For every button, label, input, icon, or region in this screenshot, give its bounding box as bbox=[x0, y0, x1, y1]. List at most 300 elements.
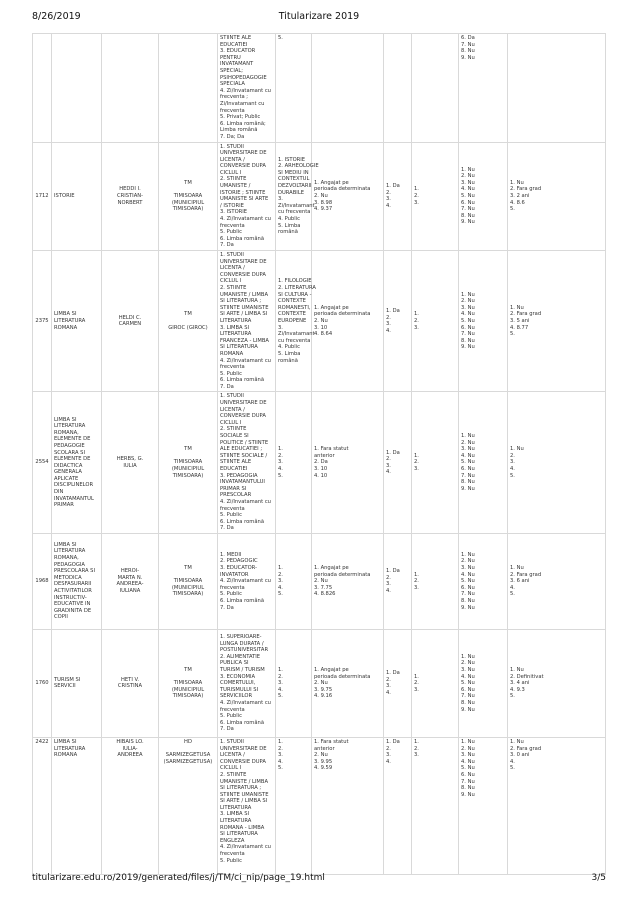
cell-line: 7. Nu bbox=[461, 778, 475, 785]
cell-line: 2. STIINTE bbox=[220, 176, 247, 183]
degree-cell-lines bbox=[386, 450, 409, 476]
cell-line: PRESCOLAR bbox=[220, 492, 252, 499]
cell-line: GIROC (GIROC) bbox=[168, 324, 208, 331]
cell-line: ISTORIE ; STIINTE bbox=[220, 189, 266, 196]
specialization-cell-lines bbox=[278, 667, 309, 700]
cell-line: HELDI C. bbox=[118, 314, 142, 321]
cell-line: 7. Da bbox=[220, 525, 234, 532]
cell-line: 1. STUDII bbox=[220, 738, 244, 745]
cell-line: 6. Limba română bbox=[220, 235, 264, 242]
cell-line: 3. LIMBA SI bbox=[220, 811, 250, 818]
cell-line: 4. bbox=[386, 202, 391, 209]
grade-cell-lines bbox=[414, 674, 456, 694]
cell-line: 3. bbox=[278, 680, 283, 687]
degree-cell bbox=[384, 629, 412, 737]
employment-cell-lines bbox=[314, 739, 381, 772]
table-row bbox=[33, 533, 606, 629]
cell-line: EUROPENE bbox=[278, 317, 307, 324]
cell-line: ROMANA bbox=[220, 350, 244, 357]
grade-cell bbox=[412, 34, 459, 143]
options-cell-lines bbox=[461, 654, 505, 713]
cell-line: 1. bbox=[414, 738, 419, 745]
cell-line: 2. STIINTE bbox=[220, 284, 247, 291]
cell-line: SPECIALA bbox=[220, 81, 245, 88]
cell-line: 4. Public bbox=[278, 344, 300, 351]
cell-line: 4. 10 bbox=[314, 472, 328, 479]
cell-line: 1. Nu bbox=[510, 738, 524, 745]
options-cell bbox=[459, 251, 508, 392]
cell-line: 1. Nu bbox=[510, 446, 524, 453]
cell-line: 1. Da bbox=[386, 568, 400, 575]
cell-line: 1. Fara statut bbox=[314, 446, 349, 453]
cell-line: SPECIAL; bbox=[220, 67, 244, 74]
extra-cell bbox=[508, 142, 606, 251]
cell-line: STIINTE UMANISTE bbox=[220, 791, 269, 798]
specialization-cell-lines bbox=[278, 278, 316, 364]
cell-line: ROMANA bbox=[54, 752, 78, 759]
cell-line: 1. Nu bbox=[510, 304, 524, 311]
cell-line: LIMBA SI bbox=[54, 311, 77, 318]
cell-line: LITERATURA bbox=[54, 548, 86, 555]
cell-line: 3. bbox=[386, 321, 391, 328]
candidate-name-cell bbox=[102, 629, 159, 737]
cell-line: 4. Zi/Invatamant cu bbox=[220, 844, 271, 851]
cell-line: 1. Da bbox=[386, 670, 400, 677]
location-cell bbox=[159, 251, 218, 392]
cell-line: 1. Angajat pe bbox=[314, 666, 349, 673]
cell-line: 7. Nu bbox=[461, 331, 475, 338]
table-row bbox=[33, 142, 606, 251]
cell-line: 4. bbox=[386, 469, 391, 476]
candidate-name-cell-lines bbox=[104, 186, 156, 206]
cell-line: 4. Zi/Invatamant cu bbox=[220, 699, 271, 706]
cell-line bbox=[161, 186, 215, 193]
cell-line: 1. Da bbox=[386, 308, 400, 315]
cell-line: TIMISOARA bbox=[173, 578, 203, 585]
cell-line: 5. Limba bbox=[278, 350, 301, 357]
extra-cell bbox=[508, 392, 606, 533]
cell-line: LIMBA SI bbox=[54, 738, 77, 745]
cell-line: 5. bbox=[278, 35, 283, 41]
candidate-name-cell bbox=[102, 142, 159, 251]
location-cell-lines bbox=[161, 311, 215, 331]
cell-line: ROMANA, bbox=[54, 555, 79, 562]
cell-line: 3. 10 bbox=[314, 324, 328, 331]
cell-line: SI LITERATURA ; bbox=[220, 785, 262, 792]
cell-line: 6. Limba română bbox=[220, 377, 264, 384]
cell-line: EDUCATIVE IN bbox=[54, 601, 91, 608]
studies-cell bbox=[218, 34, 276, 143]
cell-line: 2. ALIMENTATIE bbox=[220, 653, 261, 660]
grade-cell-lines bbox=[414, 739, 456, 759]
candidate-name-cell bbox=[102, 34, 159, 143]
subject-cell bbox=[52, 737, 102, 874]
cell-line: 2. STIINTE bbox=[220, 771, 247, 778]
cell-line: 3. Nu bbox=[461, 564, 475, 571]
cell-line: 6. Nu bbox=[461, 686, 475, 693]
cell-line: 2. Nu bbox=[314, 192, 328, 199]
cell-line: 2. Nu bbox=[461, 439, 475, 446]
cell-line: ANDREEA- bbox=[116, 581, 144, 588]
location-cell-lines bbox=[161, 739, 215, 765]
cell-line: PEDAGOGIA bbox=[54, 561, 85, 568]
candidate-name-cell-lines bbox=[104, 568, 156, 594]
options-cell-lines bbox=[461, 739, 505, 798]
options-cell bbox=[459, 392, 508, 533]
cell-line: 6. Nu bbox=[461, 466, 475, 472]
cell-line: 9. Nu bbox=[461, 54, 475, 61]
cell-line: perioada determinata bbox=[314, 311, 371, 318]
cell-line: DURABILE bbox=[278, 189, 304, 196]
cell-line: INVATAMANTUL bbox=[54, 495, 94, 502]
cell-line: 4. bbox=[386, 690, 391, 697]
cell-line: 5. Nu bbox=[461, 578, 475, 585]
cell-line: 1. bbox=[278, 738, 283, 745]
cell-line: INVATAMANTULUI bbox=[220, 479, 265, 486]
cell-line: 5. bbox=[278, 591, 283, 598]
cell-line: LITERATURA bbox=[54, 423, 86, 430]
cell-line: 5. Privat; Public bbox=[220, 114, 261, 121]
print-date: 8/26/2019 bbox=[32, 11, 81, 22]
cell-line: perioada determinata bbox=[314, 571, 371, 578]
cell-line: 2. Nu bbox=[461, 173, 475, 180]
options-cell bbox=[459, 34, 508, 143]
degree-cell bbox=[384, 251, 412, 392]
employment-cell bbox=[312, 629, 384, 737]
specialization-cell bbox=[276, 737, 312, 874]
cell-line: 2. Nu bbox=[314, 578, 328, 585]
cell-line: cu frecventa bbox=[278, 337, 311, 344]
employment-cell bbox=[312, 34, 384, 143]
cell-line: 2. Fara grad bbox=[510, 186, 542, 193]
employment-cell-lines bbox=[314, 446, 381, 479]
options-cell bbox=[459, 142, 508, 251]
cell-line: 2. bbox=[414, 192, 419, 199]
cell-line: 1. Nu bbox=[461, 433, 475, 440]
specialization-cell-lines bbox=[278, 446, 309, 479]
grade-cell bbox=[412, 737, 459, 874]
cell-line: TURISM / TURISM bbox=[220, 666, 265, 673]
cell-line: 2. bbox=[278, 673, 283, 680]
cell-line: 3. Nu bbox=[461, 446, 475, 453]
grade-cell bbox=[412, 251, 459, 392]
location-cell bbox=[159, 392, 218, 533]
cell-line: 1. Da bbox=[386, 183, 400, 190]
cell-line: 1. Angajat pe bbox=[314, 179, 349, 186]
cell-line: 5. bbox=[510, 331, 515, 338]
location-cell bbox=[159, 737, 218, 874]
cell-line: 3. 7.75 bbox=[314, 584, 333, 591]
row-id: 1760 bbox=[33, 629, 52, 737]
cell-line: SERVICII bbox=[54, 683, 76, 690]
cell-line: APLICATE bbox=[54, 475, 79, 482]
cell-line: 5. Nu bbox=[461, 192, 475, 199]
cell-line: / ISTORIE bbox=[220, 202, 244, 209]
cell-line: CARMEN bbox=[118, 321, 142, 328]
cell-line: 1. Da bbox=[386, 738, 400, 745]
cell-line: 3. bbox=[414, 199, 419, 206]
options-cell bbox=[459, 533, 508, 629]
cell-line: 2. Definitivat bbox=[510, 673, 544, 680]
cell-line: (MUNICIPIUL bbox=[171, 199, 205, 206]
employment-cell-lines bbox=[314, 305, 381, 338]
cell-line: 2. Nu bbox=[461, 660, 475, 667]
cell-line: 3. Nu bbox=[461, 304, 475, 311]
cell-line: 2. bbox=[414, 459, 419, 466]
cell-line: 4. Zi/Invatamant cu bbox=[220, 578, 271, 585]
studies-cell bbox=[218, 629, 276, 737]
location-cell bbox=[159, 34, 218, 143]
cell-line: 5. Public bbox=[220, 370, 242, 377]
cell-line: 4. 8.64 bbox=[314, 331, 333, 338]
cell-line bbox=[161, 318, 215, 325]
cell-line: PRIMAR bbox=[54, 502, 74, 509]
cell-line: ROMANA bbox=[54, 324, 78, 331]
cell-line: UNIVERSITARE DE bbox=[220, 150, 267, 157]
degree-cell bbox=[384, 737, 412, 874]
cell-line: SCOLARA SI bbox=[54, 449, 85, 456]
degree-cell-lines bbox=[386, 183, 409, 209]
cell-line: 3. Nu bbox=[461, 666, 475, 673]
cell-line: frecventa bbox=[220, 364, 245, 371]
cell-line: INSTRUCTIV- bbox=[54, 594, 87, 601]
cell-line: 9. Nu bbox=[461, 485, 475, 492]
cell-line: SI ARTE / LIMBA SI bbox=[220, 311, 268, 318]
cell-line: HIBAIS LO. bbox=[116, 738, 144, 745]
cell-line: 4. Nu bbox=[461, 311, 475, 318]
cell-line: LICENTA / bbox=[220, 156, 245, 163]
cell-line: IULIANA bbox=[119, 588, 141, 595]
specialization-cell bbox=[276, 629, 312, 737]
cell-line: română bbox=[278, 229, 298, 236]
studies-cell-lines bbox=[220, 393, 273, 531]
location-cell bbox=[159, 629, 218, 737]
cell-line: 5. Public bbox=[220, 512, 242, 519]
specialization-cell-lines bbox=[278, 739, 309, 772]
subject-cell bbox=[52, 533, 102, 629]
cell-line: 4. 9.59 bbox=[314, 765, 333, 772]
cell-line: 4. bbox=[510, 758, 515, 765]
cell-line: română bbox=[278, 357, 298, 364]
cell-line: STIINTE ALE bbox=[220, 459, 252, 466]
extra-cell bbox=[508, 34, 606, 143]
cell-line: 3. bbox=[386, 683, 391, 690]
cell-line: 6. Nu bbox=[461, 199, 475, 206]
cell-line: LIMBA SI bbox=[54, 541, 77, 548]
cell-line: LITERATURA bbox=[220, 818, 252, 825]
cell-line: 1. STUDII bbox=[220, 143, 244, 150]
cell-line: 6. Limba română bbox=[220, 518, 264, 525]
grade-cell bbox=[412, 142, 459, 251]
cell-line: anterior bbox=[314, 745, 335, 752]
cell-line: Zi/Invatamant bbox=[278, 202, 315, 209]
cell-line: 2. Nu bbox=[314, 317, 328, 324]
cell-line: 3. 9.95 bbox=[314, 758, 333, 765]
cell-line: 1. bbox=[278, 446, 283, 453]
cell-line: PRESCOLARA SI bbox=[54, 568, 95, 575]
cell-line: 8. Nu bbox=[461, 337, 475, 344]
cell-line: (MUNICIPIUL bbox=[171, 686, 205, 693]
cell-line: 3. 6 ani bbox=[510, 578, 530, 585]
cell-line: 1. SUPERIOARE- bbox=[220, 633, 262, 640]
cell-line: 4. Nu bbox=[461, 452, 475, 459]
cell-line: 1. Nu bbox=[510, 564, 524, 571]
cell-line: 3. 5 ani bbox=[510, 317, 530, 324]
cell-line: 2. Nu bbox=[314, 680, 328, 687]
cell-line: LICENTA / bbox=[220, 265, 245, 272]
extra-cell-lines bbox=[510, 305, 603, 338]
cell-line: TIMISOARA) bbox=[172, 206, 204, 213]
cell-line: ACTIVITATILOR bbox=[54, 588, 92, 595]
cell-line: 9. Nu bbox=[461, 791, 475, 798]
cell-line: SOCIALE SI bbox=[220, 433, 249, 440]
cell-line: 3. bbox=[278, 196, 283, 203]
cell-line: SI LITERATURA bbox=[220, 344, 258, 351]
cell-line: frecventa bbox=[220, 107, 245, 114]
cell-line: 3. bbox=[386, 196, 391, 203]
cell-line: 1. Angajat pe bbox=[314, 304, 349, 311]
extra-cell-lines bbox=[510, 739, 603, 772]
cell-line: 5. Nu bbox=[461, 317, 475, 324]
cell-line: 4. 9.3 bbox=[510, 686, 525, 693]
cell-line: anterior bbox=[314, 452, 335, 459]
location-cell-lines bbox=[161, 446, 215, 479]
cell-line: 6. Limba română; bbox=[220, 120, 266, 127]
cell-line: TIMISOARA) bbox=[172, 693, 204, 700]
cell-line: 2. PEDAGOGIC bbox=[220, 558, 258, 565]
studies-cell-lines bbox=[220, 35, 273, 141]
cell-line: 5. bbox=[278, 472, 283, 479]
cell-line: 2. Nu bbox=[314, 752, 328, 759]
cell-line: 3. EDUCATOR- bbox=[220, 564, 257, 571]
cell-line: POSTUNIVERSITAR bbox=[220, 647, 269, 654]
cell-line: 5. Limba bbox=[278, 222, 301, 229]
options-cell-lines bbox=[461, 292, 505, 351]
cell-line: ENGLEZA bbox=[220, 837, 245, 844]
grade-cell-lines bbox=[414, 453, 456, 473]
cell-line: FRANCEZA - LIMBA bbox=[220, 337, 269, 344]
employment-cell-lines bbox=[314, 667, 381, 700]
row-id: 1968 bbox=[33, 533, 52, 629]
cell-line: 8. Nu bbox=[461, 479, 475, 486]
cell-line: ROMANESTI, bbox=[278, 304, 311, 311]
cell-line: 6. Limba română bbox=[220, 597, 264, 604]
extra-cell-lines bbox=[510, 180, 603, 213]
specialization-cell bbox=[276, 34, 312, 143]
cell-line: HEROI- bbox=[120, 568, 140, 575]
specialization-cell-lines bbox=[278, 565, 309, 598]
cell-line: HETI V. bbox=[120, 676, 140, 683]
cell-line: 3. bbox=[414, 324, 419, 331]
cell-line: frecventa ; bbox=[220, 94, 249, 101]
cell-line: 1. bbox=[278, 564, 283, 571]
cell-line: 9. Nu bbox=[461, 219, 475, 226]
cell-line: 3. 2 ani bbox=[510, 192, 530, 199]
cell-line: 2. bbox=[414, 578, 419, 585]
cell-line: COPII bbox=[54, 614, 68, 621]
cell-line: 1. Fara statut bbox=[314, 738, 349, 745]
row-id: 2554 bbox=[33, 392, 52, 533]
cell-line: 5. bbox=[278, 765, 283, 772]
cell-line: LICENTA / bbox=[220, 752, 245, 759]
cell-line: 9. Nu bbox=[461, 604, 475, 611]
cell-line: 5. bbox=[510, 206, 515, 213]
cell-line: GENERALA bbox=[54, 469, 82, 476]
cell-line: 2. bbox=[386, 456, 391, 463]
employment-cell bbox=[312, 533, 384, 629]
cell-line: 2. bbox=[414, 745, 419, 752]
cell-line: 6. Nu bbox=[461, 324, 475, 331]
cell-line: HD bbox=[184, 738, 192, 745]
cell-line: (MUNICIPIUL bbox=[171, 584, 205, 591]
row-id bbox=[33, 34, 52, 143]
cell-line: POLITICE / STIINTE bbox=[220, 439, 269, 446]
grade-cell bbox=[412, 392, 459, 533]
cell-line: 3. bbox=[414, 584, 419, 591]
cell-line: COMERTULUI, bbox=[220, 680, 256, 687]
cell-line: CONTEXTUL bbox=[278, 176, 310, 183]
cell-line: 4. bbox=[278, 686, 283, 693]
employment-cell-lines bbox=[314, 180, 381, 213]
cell-line: 3. bbox=[414, 686, 419, 693]
studies-cell-lines bbox=[220, 252, 273, 390]
cell-line: 1. Nu bbox=[461, 166, 475, 173]
cell-line: STIINTE ALE bbox=[220, 35, 252, 41]
cell-line: 6. Da bbox=[461, 35, 475, 41]
candidate-name-cell bbox=[102, 392, 159, 533]
cell-line: NORBERT bbox=[117, 199, 143, 206]
cell-line: 7. Nu bbox=[461, 591, 475, 598]
cell-line: 7. Nu bbox=[461, 693, 475, 700]
cell-line: CONVERSIE DUPA bbox=[220, 163, 266, 170]
cell-line: 7. Da; Da bbox=[220, 133, 245, 140]
studies-cell-lines bbox=[220, 634, 273, 733]
cell-line: 4. Nu bbox=[461, 758, 475, 765]
cell-line: INVATAMANT bbox=[220, 61, 254, 68]
cell-line: 3. LIMBA SI bbox=[220, 324, 250, 331]
cell-line: 1. bbox=[414, 673, 419, 680]
cell-line: TM bbox=[184, 666, 192, 673]
cell-line: CICLUL I bbox=[220, 278, 242, 285]
cell-line: 1. Da bbox=[386, 449, 400, 456]
cell-line: SERVICIILOR bbox=[220, 693, 253, 700]
print-header bbox=[32, 11, 606, 23]
cell-line: 5. Nu bbox=[461, 680, 475, 687]
cell-line: UNIVERSITARE DE bbox=[220, 258, 267, 265]
cell-line bbox=[161, 746, 215, 753]
cell-line: EDUCATIEI bbox=[220, 466, 248, 472]
cell-line: HERBS, G. bbox=[116, 456, 144, 463]
grade-cell bbox=[412, 629, 459, 737]
cell-line: Zi/Invatamant cu bbox=[220, 100, 265, 107]
cell-line: 3. bbox=[386, 752, 391, 759]
cell-line: 2. Da bbox=[314, 459, 328, 466]
cell-line: frecventa bbox=[220, 584, 245, 591]
cell-line: TURISM SI bbox=[54, 676, 81, 683]
cell-line: 4. Zi/Invatamant cu bbox=[220, 87, 271, 94]
cell-line: 2. bbox=[386, 574, 391, 581]
cell-line: 2. Fara grad bbox=[510, 311, 542, 318]
cell-line: 4. bbox=[386, 588, 391, 595]
subject-cell-lines bbox=[54, 739, 99, 759]
cell-line: 2. Nu bbox=[461, 298, 475, 305]
cell-line: 5. bbox=[510, 591, 515, 598]
cell-line: 5. Nu bbox=[461, 765, 475, 772]
row-id: 1712 bbox=[33, 142, 52, 251]
cell-line: 4. bbox=[278, 758, 283, 765]
cell-line: 3. 0 ani bbox=[510, 752, 530, 759]
cell-line: 3. PEDAGOGIA bbox=[220, 472, 258, 479]
